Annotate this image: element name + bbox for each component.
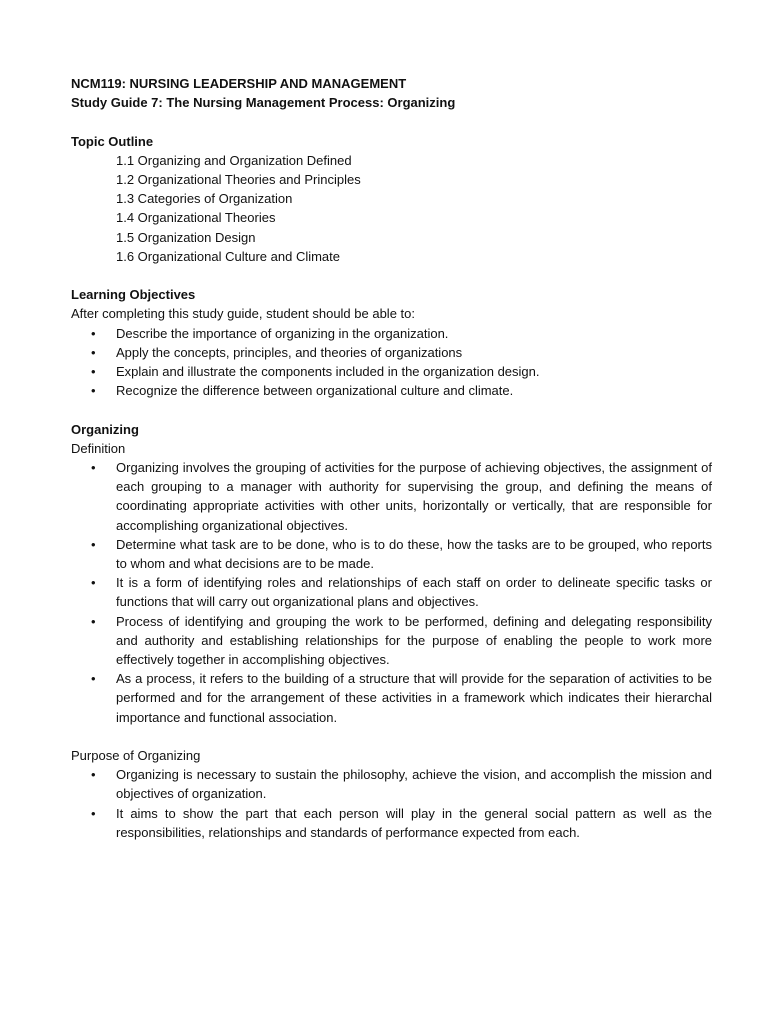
bullet-icon: • [91,613,96,629]
definition-text: As a process, it refers to the building of a structure that will provide for the separation of activities to be performed and for the arrangement of these activities in a framework which indicates their hierarchal importance and functional association. [116,671,712,725]
definition-item [71,612,712,670]
spacer [71,266,712,285]
purpose-text: Organizing is necessary to sustain the philosophy, achieve the vision, and accomplish the mission and objectives of organization. [116,767,712,802]
objective-text: Explain and illustrate the components included in the organization design. [116,364,540,380]
purpose-text: It aims to show the part that each person will play in the general social pattern as well as the responsibilities, relationships and standards of performance expected from each. [116,805,712,840]
bullet-icon: • [91,344,96,360]
learning-objectives-heading: Learning Objectives [71,287,196,303]
outline-item: 1.1 Organizing and Organization Defined [116,152,352,168]
bullet-icon: • [91,460,96,476]
bullet-icon: • [91,325,96,341]
topic-outline-heading: Topic Outline [71,133,154,149]
definition-item [71,535,712,573]
outline-item: 1.5 Organization Design [116,229,256,245]
bullet-icon: • [91,536,96,552]
bullet-icon: • [91,575,96,591]
definition-subheading: Definition [71,440,126,456]
definition-item [71,458,712,535]
definition-item [71,669,712,727]
purpose-list [71,765,712,842]
objective-text: Apply the concepts, principles, and theories of organizations [116,344,463,360]
objective-text: Recognize the difference between organizational culture and climate. [116,383,514,399]
spacer [71,727,712,746]
course-title: NCM119: NURSING LEADERSHIP AND MANAGEMENT [71,76,407,91]
learning-objectives-list [71,324,712,401]
spacer [71,112,712,131]
purpose-item [71,765,712,803]
definition-item [71,573,712,611]
purpose-item [71,804,712,842]
objective-item [71,381,712,400]
objective-item [71,362,712,381]
bullet-icon: • [91,767,96,783]
definition-text: It is a form of identifying roles and relationships of each staff on order to delineate specific tasks or functions that will carry out organizational plans and objectives. [116,575,712,610]
definition-text: Determine what task are to be done, who is to do these, how the tasks are to be grouped, who reports to whom and what decisions are to be made. [116,536,712,572]
bullet-icon: • [91,383,96,399]
objective-text: Describe the importance of organizing in the organization. [116,325,449,341]
definition-list [71,458,712,727]
definition-text: Organizing involves the grouping of activities for the purpose of achieving objectives, the assignment of each grouping to a manager with authority for supervising the group, and defining the means of coordinating appropriate activities with other units, horizontally or vertically, that are responsible for accomplishing organizational objectives. [116,460,712,533]
objective-item [71,343,712,362]
objective-item [71,324,712,343]
spacer [71,400,712,419]
learning-objectives-intro: After completing this study guide, student should be able to: [71,306,415,322]
organizing-heading: Organizing [71,421,139,437]
bullet-icon: • [91,671,96,687]
outline-item: 1.2 Organizational Theories and Principles [116,172,361,187]
definition-text: Process of identifying and grouping the work to be performed, defining and delegating responsibility and authority and establishing relationships for the purpose of enabling the people to work more effectively together in accomplishing objectives. [116,613,712,668]
bullet-icon: • [91,805,96,821]
outline-item: 1.6 Organizational Culture and Climate [116,248,341,264]
outline-item: 1.4 Organizational Theories [116,210,276,226]
topic-outline-list [71,151,712,266]
bullet-icon: • [91,364,96,380]
study-guide-title: Study Guide 7: The Nursing Management Process: Organizing [71,95,456,111]
purpose-heading: Purpose of Organizing [71,748,201,764]
outline-item: 1.3 Categories of Organization [116,191,293,207]
